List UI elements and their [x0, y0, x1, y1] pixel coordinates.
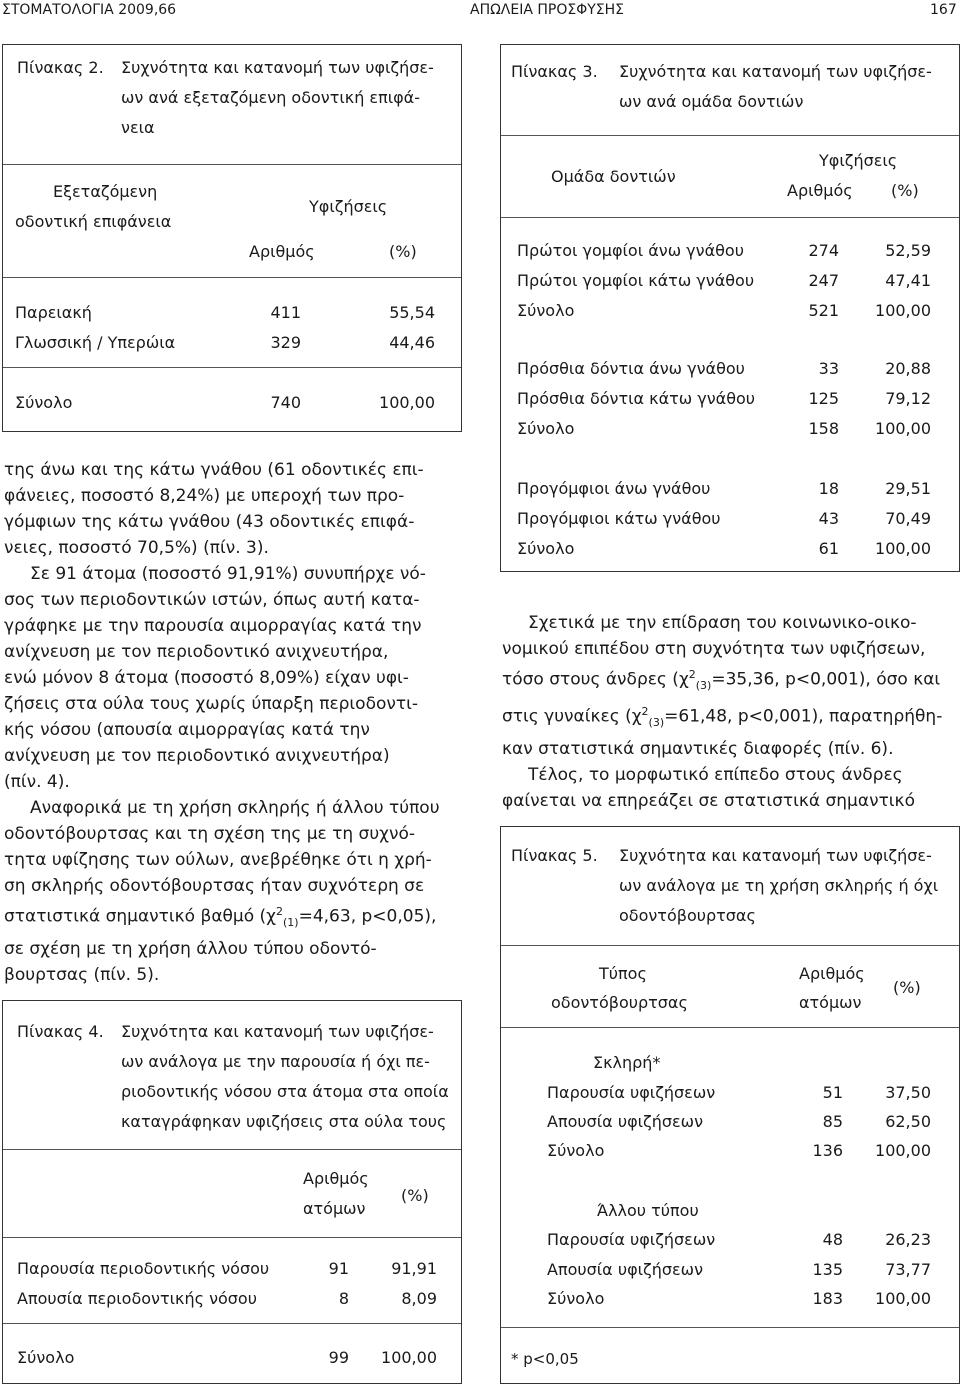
table-4-col2-header: Αριθμός	[303, 1169, 369, 1188]
table-2-col1-header: Εξεταζόμενη	[53, 182, 158, 201]
text-line: ζήσεις στα ούλα τους χωρίς ύπαρξη περιοδοντι-	[4, 694, 418, 714]
table-3-row-percent: 52,59	[885, 241, 931, 260]
table-2-rule	[3, 277, 461, 278]
table-3-row-label: Πρώτοι γομφίοι κάτω γνάθου	[517, 271, 755, 290]
section-title: ΑΠΩΛΕΙΑ ΠΡΟΣΦΥΣΗΣ	[470, 2, 625, 18]
text-line: νειες, ποσοστό 70,5%) (πίν. 3).	[4, 538, 269, 558]
page-number: 167	[930, 2, 957, 18]
table-3-total-count: 61	[818, 539, 839, 558]
text-span: =35,36, p<0,001), όσο και	[711, 669, 941, 690]
paragraph	[502, 762, 958, 814]
table-5-total-count: 183	[812, 1289, 843, 1308]
text-line: καν στατιστικά σημαντικές διαφορές (πίν. 6).	[502, 739, 894, 760]
text-line: οδοντόβουρτσας και τη σχέση της με τη συχνό-	[4, 824, 416, 844]
table-2-total-percent: 100,00	[379, 393, 435, 412]
table-3-rule	[501, 135, 959, 136]
table-2-rule	[3, 164, 461, 165]
table-2-caption-line: νεια	[121, 118, 155, 137]
table-5-row-percent: 26,23	[885, 1230, 931, 1249]
table-4-row-count: 91	[328, 1259, 349, 1278]
text-line	[502, 662, 958, 699]
table-5-col2-header: ατόμων	[799, 993, 862, 1012]
text-line: ανίχνευση με τον περιοδοντικό ανιχνευτήρα,	[4, 642, 389, 662]
table-5-row-label: Απουσία υφιζήσεων	[547, 1112, 704, 1131]
text-line: φάνειες, ποσοστό 8,24%) με υπεροχή των προ-	[4, 486, 405, 506]
table-5-group-title: Σκληρή*	[593, 1053, 661, 1072]
table-2-rule	[3, 367, 461, 368]
table-2-row-label: Γλωσσική / Υπερώια	[15, 333, 176, 352]
table-3-row-percent: 70,49	[885, 509, 931, 528]
table-4-total-label: Σύνολο	[17, 1348, 75, 1367]
table-3-row-count: 43	[818, 509, 839, 528]
table-3-label: Πίνακας 3.	[511, 62, 598, 81]
paragraph	[4, 795, 460, 988]
table-5-rule	[501, 945, 959, 946]
table-3-total-percent: 100,00	[875, 539, 931, 558]
subscript: (3)	[695, 679, 712, 693]
table-4-rule	[3, 1149, 461, 1150]
table-2	[2, 44, 462, 432]
table-3-row-label: Πρόσθια δόντια κάτω γνάθου	[517, 389, 756, 408]
table-4-label: Πίνακας 4.	[17, 1022, 104, 1041]
text-span: =61,48, p<0,001), παρατηρήθη-	[664, 706, 943, 727]
text-line: φαίνεται να επηρεάζει σε στατιστικά σημαντικό	[502, 791, 915, 812]
table-2-col2-header: Αριθμός	[249, 242, 315, 261]
table-5-group-title: Άλλου τύπου	[597, 1201, 699, 1220]
table-5-caption-line: ων ανάλογα με τη χρήση σκληρής ή όχι	[619, 876, 939, 895]
text-line: ανίχνευση με τον περιοδοντικό ανιχνευτήρα)	[4, 746, 390, 766]
table-5-label: Πίνακας 5.	[511, 846, 598, 865]
table-4-row-percent: 8,09	[401, 1289, 437, 1308]
table-5-row-label: Παρουσία υφιζήσεων	[547, 1230, 716, 1249]
subscript: (1)	[283, 916, 299, 930]
table-3-col3-header: (%)	[891, 181, 919, 200]
table-3-caption-line: ων ανά ομάδα δοντιών	[619, 92, 804, 111]
table-3-total-label: Σύνολο	[517, 539, 575, 558]
table-3-col2-header: Αριθμός	[787, 181, 853, 200]
table-5-row-percent: 62,50	[885, 1112, 931, 1131]
table-3-rule	[501, 217, 959, 218]
table-4-caption-line: ριοδοντικής νόσου στα άτομα στα οποία	[121, 1082, 449, 1101]
table-4-total-count: 99	[328, 1348, 349, 1367]
table-3-total-label: Σύνολο	[517, 419, 575, 438]
text-line: Σχετικά με την επίδραση του κοινωνικο-οικο-	[528, 613, 917, 633]
table-5-row-label: Απουσία υφιζήσεων	[547, 1260, 704, 1279]
table-3-row-percent: 79,12	[885, 389, 931, 408]
table-5-total-label: Σύνολο	[547, 1141, 605, 1160]
table-4-row-label: Απουσία περιοδοντικής νόσου	[17, 1289, 257, 1308]
text-line: Αναφορικά με τη χρήση σκληρής ή άλλου τύπου	[30, 798, 440, 818]
table-3-row-count: 18	[818, 479, 839, 498]
body-text-right	[502, 610, 958, 814]
table-3-caption-line: Συχνότητα και κατανομή των υφιζήσε-	[619, 62, 932, 81]
table-3-row-count: 33	[818, 359, 839, 378]
table-3-row-percent: 29,51	[885, 479, 931, 498]
text-line: γόμφιων της κάτω γνάθου (43 οδοντικές επιφά-	[4, 512, 415, 532]
table-2-caption-line: ων ανά εξεταζόμενη οδοντική επιφά-	[121, 88, 420, 107]
paragraph	[502, 610, 958, 762]
table-2-col1-header: οδοντική επιφάνεια	[15, 212, 172, 231]
text-line: της άνω και της κάτω γνάθου (61 οδοντικές επι-	[4, 460, 424, 480]
table-5-col2-header: Αριθμός	[799, 964, 865, 983]
superscript: 2	[641, 705, 649, 719]
table-4-caption-line: καταγράφηκαν υφιζήσεις στα ούλα τους	[121, 1112, 447, 1131]
table-3-row-label: Πρώτοι γομφίοι άνω γνάθου	[517, 241, 744, 260]
table-3-row-percent: 47,41	[885, 271, 931, 290]
table-2-group-header: Υφιζήσεις	[309, 197, 388, 216]
table-2-row-percent: 55,54	[389, 303, 435, 322]
table-3-row-label: Πρόσθια δόντια άνω γνάθου	[517, 359, 745, 378]
table-2-col3-header: (%)	[389, 242, 417, 261]
table-5-total-percent: 100,00	[875, 1289, 931, 1308]
table-3-total-label: Σύνολο	[517, 301, 575, 320]
paragraph	[4, 457, 460, 561]
journal-title: ΣΤΟΜΑΤΟΛΟΓΙΑ 2009,66	[2, 2, 177, 18]
table-4-rule	[3, 1237, 461, 1238]
table-2-row-percent: 44,46	[389, 333, 435, 352]
table-4-col3-header: (%)	[401, 1186, 429, 1205]
table-5-row-count: 48	[822, 1230, 843, 1249]
text-line	[4, 899, 460, 936]
text-span: στατιστικά σημαντικό βαθμό (χ	[4, 906, 276, 927]
table-2-total-label: Σύνολο	[15, 393, 73, 412]
subscript: (3)	[648, 716, 665, 730]
table-5-rule	[501, 1027, 959, 1028]
table-3	[500, 44, 960, 572]
text-span: τόσο στους άνδρες (χ	[502, 669, 689, 690]
text-line: νομικού επιπέδου στη συχνότητα των υφιζήσεων,	[502, 639, 926, 659]
table-5-row-count: 51	[822, 1083, 843, 1102]
table-5-total-percent: 100,00	[875, 1141, 931, 1160]
text-line: βουρτσας (πίν. 5).	[4, 965, 160, 986]
superscript: 2	[276, 905, 283, 918]
text-line	[502, 699, 958, 736]
table-3-row-count: 247	[808, 271, 839, 290]
table-3-total-count: 158	[808, 419, 839, 438]
table-5-row-percent: 37,50	[885, 1083, 931, 1102]
table-4-col2-header: ατόμων	[303, 1199, 366, 1218]
table-3-col1-header: Ομάδα δοντιών	[551, 167, 676, 186]
table-5	[500, 826, 960, 1384]
table-5-row-label: Παρουσία υφιζήσεων	[547, 1083, 716, 1102]
table-4-total-percent: 100,00	[381, 1348, 437, 1367]
table-5-caption-line: Συχνότητα και κατανομή των υφιζήσε-	[619, 846, 932, 865]
text-line: κής νόσου (απουσία αιμορραγίας κατά την	[4, 720, 370, 740]
table-3-row-count: 125	[808, 389, 839, 408]
table-3-total-percent: 100,00	[875, 301, 931, 320]
text-line: Τέλος, το μορφωτικό επίπεδο στους άνδρες	[528, 765, 903, 786]
table-3-group-header: Υφιζήσεις	[819, 151, 898, 170]
table-5-row-count: 135	[812, 1260, 843, 1279]
table-2-row-label: Παρειακή	[15, 303, 92, 322]
table-4-caption-line: ων ανάλογα με την παρουσία ή όχι πε-	[121, 1052, 430, 1071]
table-2-row-count: 411	[270, 303, 301, 322]
text-line: ση σκληρής οδοντόβουρτσας ήταν συχνότερη σε	[4, 876, 425, 896]
paragraph	[4, 561, 460, 795]
text-span: =4,63, p<0,05),	[298, 906, 437, 927]
body-text-left	[4, 457, 460, 988]
table-3-total-count: 521	[808, 301, 839, 320]
text-line: σος των περιοδοντικών ιστών, όπως αυτή κατα-	[4, 590, 420, 610]
table-2-caption-line: Συχνότητα και κατανομή των υφιζήσε-	[121, 58, 434, 77]
text-line: Σε 91 άτομα (ποσοστό 91,91%) συνυπήρχε νό-	[30, 564, 426, 584]
table-5-caption-line: οδοντόβουρτσας	[619, 906, 756, 925]
text-line: (πίν. 4).	[4, 772, 70, 792]
text-line: τητα υφίζησης των ούλων, ανεβρέθηκε ότι η χρή-	[4, 850, 432, 870]
table-2-total-count: 740	[270, 393, 301, 412]
text-span: στις γυναίκες (χ	[502, 706, 642, 727]
table-5-col1-header: Τύπος	[599, 964, 647, 983]
table-5-col3-header: (%)	[893, 978, 921, 997]
table-3-row-percent: 20,88	[885, 359, 931, 378]
table-5-total-count: 136	[812, 1141, 843, 1160]
table-4-caption-line: Συχνότητα και κατανομή των υφιζήσε-	[121, 1022, 434, 1041]
table-5-footnote: * p<0,05	[511, 1350, 579, 1368]
table-2-row-count: 329	[270, 333, 301, 352]
table-4	[2, 1000, 462, 1384]
superscript: 2	[688, 668, 696, 681]
table-5-col1-header: οδοντόβουρτσας	[551, 993, 688, 1012]
table-3-row-label: Προγόμφιοι κάτω γνάθου	[517, 509, 721, 528]
table-5-row-count: 85	[822, 1112, 843, 1131]
table-4-rule	[3, 1323, 461, 1324]
table-4-row-label: Παρουσία περιοδοντικής νόσου	[17, 1259, 270, 1278]
table-2-label: Πίνακας 2.	[17, 58, 104, 77]
table-4-row-count: 8	[338, 1289, 349, 1308]
table-3-row-label: Προγόμφιοι άνω γνάθου	[517, 479, 711, 498]
text-line: ενώ μόνον 8 άτομα (ποσοστό 8,09%) είχαν υφι-	[4, 668, 409, 688]
table-4-row-percent: 91,91	[391, 1259, 437, 1278]
table-5-row-percent: 73,77	[885, 1260, 931, 1279]
text-line: σε σχέση με τη χρήση άλλου τύπου οδοντό-	[4, 939, 377, 960]
table-5-rule	[501, 1327, 959, 1328]
text-line: γράφηκε με την παρουσία αιμορραγίας κατά την	[4, 616, 422, 636]
table-5-total-label: Σύνολο	[547, 1289, 605, 1308]
table-3-total-percent: 100,00	[875, 419, 931, 438]
table-3-row-count: 274	[808, 241, 839, 260]
